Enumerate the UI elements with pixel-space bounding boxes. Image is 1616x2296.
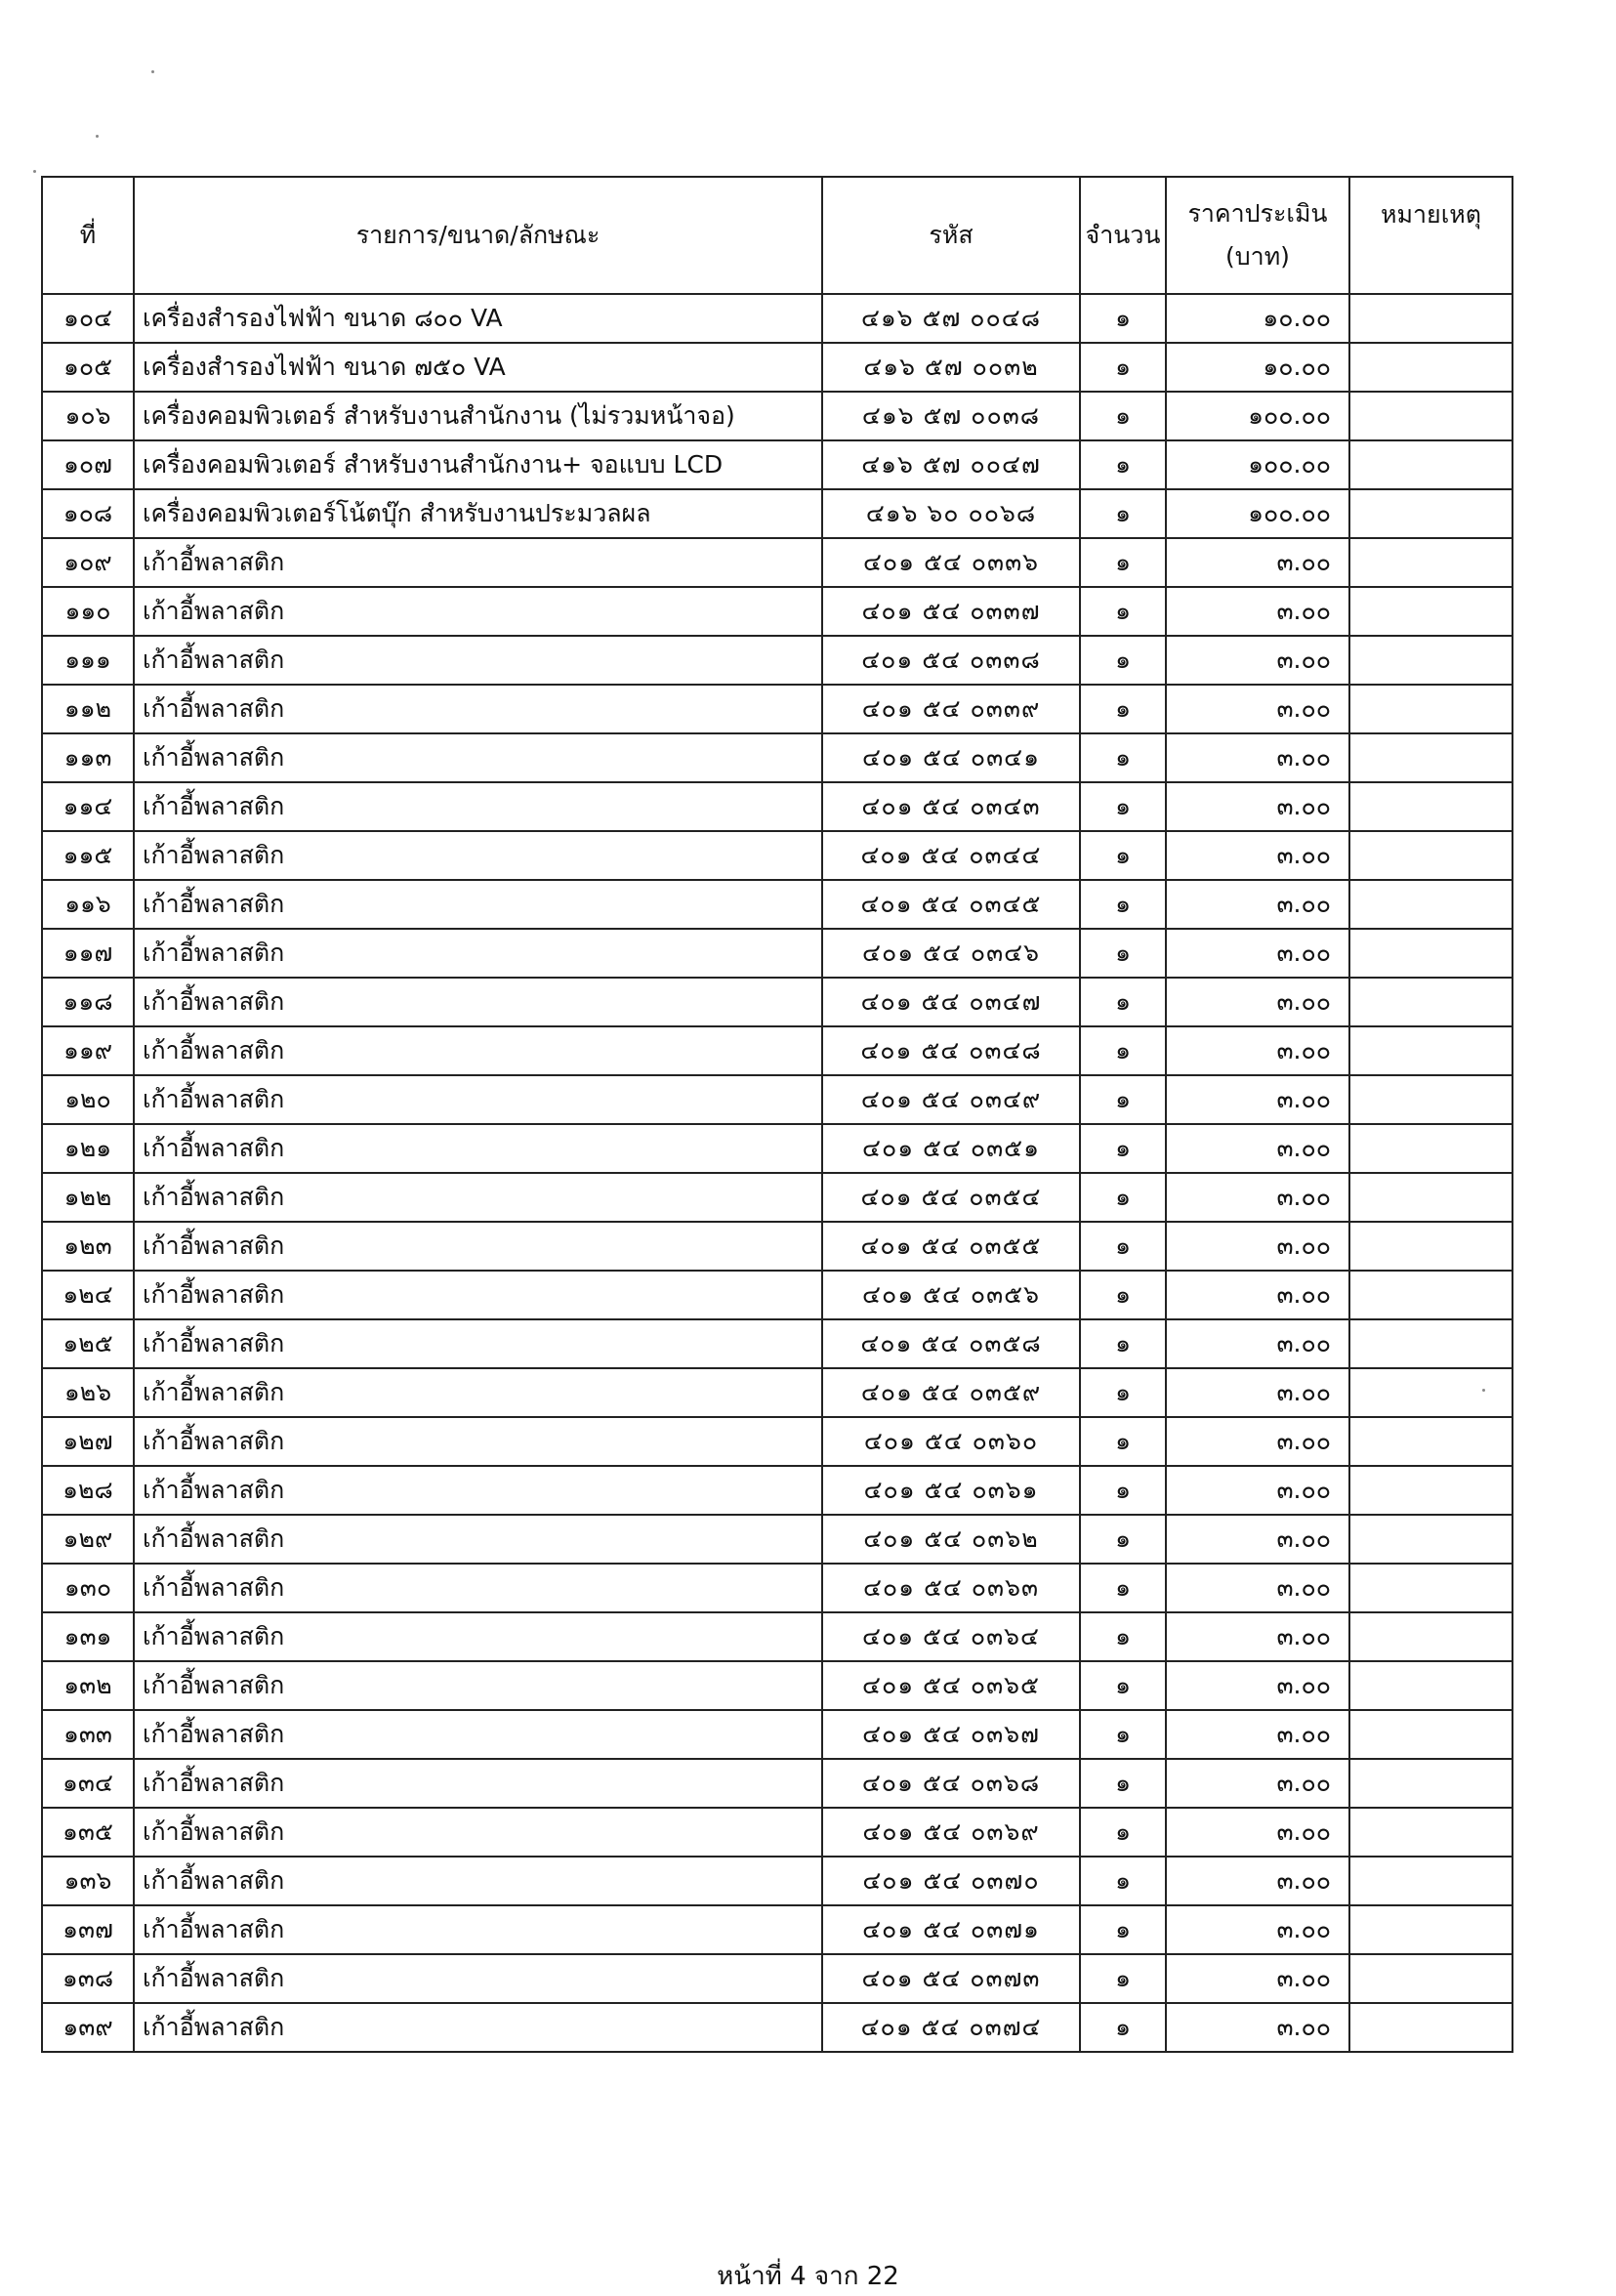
- cell-item: เก้าอี้พลาสติก: [134, 587, 822, 636]
- table-row: [42, 1319, 1512, 1368]
- header-price: [1166, 177, 1349, 294]
- cell-code: ๔๐๑ ๕๔ ๐๓๔๙: [822, 1075, 1080, 1124]
- cell-item: เก้าอี้พลาสติก: [134, 1173, 822, 1222]
- cell-price: ๓.๐๐: [1166, 1612, 1349, 1661]
- cell-qty: ๑: [1080, 1612, 1166, 1661]
- cell-price: ๓.๐๐: [1166, 1710, 1349, 1759]
- cell-qty: ๑: [1080, 1026, 1166, 1075]
- table-row: [42, 733, 1512, 782]
- cell-code: ๔๐๑ ๕๔ ๐๓๖๐: [822, 1417, 1080, 1466]
- cell-no: ๑๒๔: [42, 1271, 134, 1319]
- table-row: [42, 1808, 1512, 1857]
- table-row: [42, 1759, 1512, 1808]
- cell-remark: [1349, 978, 1512, 1026]
- cell-qty: ๑: [1080, 1417, 1166, 1466]
- cell-no: ๑๒๓: [42, 1222, 134, 1271]
- table-row: [42, 636, 1512, 685]
- cell-price: ๑๐.๐๐: [1166, 294, 1349, 343]
- cell-qty: ๑: [1080, 587, 1166, 636]
- cell-price: ๓.๐๐: [1166, 1466, 1349, 1515]
- cell-price: ๑๐.๐๐: [1166, 343, 1349, 392]
- cell-no: ๑๑๖: [42, 880, 134, 929]
- cell-remark: [1349, 392, 1512, 440]
- table-row: [42, 1075, 1512, 1124]
- cell-no: ๑๑๓: [42, 733, 134, 782]
- cell-remark: [1349, 636, 1512, 685]
- cell-no: ๑๑๒: [42, 685, 134, 733]
- cell-no: ๑๐๖: [42, 392, 134, 440]
- cell-remark: [1349, 1466, 1512, 1515]
- cell-price: ๑๐๐.๐๐: [1166, 440, 1349, 489]
- cell-price: ๓.๐๐: [1166, 1222, 1349, 1271]
- cell-no: ๑๐๕: [42, 343, 134, 392]
- cell-price: ๓.๐๐: [1166, 782, 1349, 831]
- table-row: [42, 1368, 1512, 1417]
- table-row: [42, 880, 1512, 929]
- cell-remark: [1349, 489, 1512, 538]
- cell-remark: [1349, 1759, 1512, 1808]
- cell-qty: ๑: [1080, 782, 1166, 831]
- cell-qty: ๑: [1080, 1271, 1166, 1319]
- cell-no: ๑๓๓: [42, 1710, 134, 1759]
- cell-no: ๑๑๔: [42, 782, 134, 831]
- table-row: [42, 1905, 1512, 1954]
- table-body: [42, 294, 1512, 2052]
- cell-no: ๑๒๖: [42, 1368, 134, 1417]
- cell-qty: ๑: [1080, 1222, 1166, 1271]
- cell-code: ๔๐๑ ๕๔ ๐๓๖๓: [822, 1564, 1080, 1612]
- header-no: ที่: [42, 177, 134, 294]
- cell-item: เก้าอี้พลาสติก: [134, 685, 822, 733]
- cell-code: ๔๐๑ ๕๔ ๐๓๔๘: [822, 1026, 1080, 1075]
- cell-no: ๑๑๘: [42, 978, 134, 1026]
- table-row: [42, 1710, 1512, 1759]
- cell-price: ๑๐๐.๐๐: [1166, 392, 1349, 440]
- cell-code: ๔๑๖ ๖๐ ๐๐๖๘: [822, 489, 1080, 538]
- cell-price: ๑๐๐.๐๐: [1166, 489, 1349, 538]
- cell-no: ๑๑๑: [42, 636, 134, 685]
- cell-qty: ๑: [1080, 1808, 1166, 1857]
- cell-item: เก้าอี้พลาสติก: [134, 929, 822, 978]
- cell-remark: [1349, 831, 1512, 880]
- cell-item: เก้าอี้พลาสติก: [134, 880, 822, 929]
- cell-remark: [1349, 1368, 1512, 1417]
- cell-code: ๔๐๑ ๕๔ ๐๓๕๖: [822, 1271, 1080, 1319]
- cell-code: ๔๐๑ ๕๔ ๐๓๔๓: [822, 782, 1080, 831]
- cell-item: เก้าอี้พลาสติก: [134, 733, 822, 782]
- cell-remark: [1349, 880, 1512, 929]
- cell-item: เก้าอี้พลาสติก: [134, 1710, 822, 1759]
- cell-price: ๓.๐๐: [1166, 1857, 1349, 1905]
- table-row: [42, 1124, 1512, 1173]
- cell-item: เครื่องสำรองไฟฟ้า ขนาด ๗๕๐ VA: [134, 343, 822, 392]
- cell-item: เก้าอี้พลาสติก: [134, 1954, 822, 2003]
- cell-remark: [1349, 1661, 1512, 1710]
- cell-price: ๓.๐๐: [1166, 733, 1349, 782]
- cell-code: ๔๐๑ ๕๔ ๐๓๔๕: [822, 880, 1080, 929]
- cell-qty: ๑: [1080, 1661, 1166, 1710]
- cell-item: เก้าอี้พลาสติก: [134, 538, 822, 587]
- cell-remark: [1349, 2003, 1512, 2052]
- cell-price: ๓.๐๐: [1166, 1759, 1349, 1808]
- cell-remark: [1349, 1173, 1512, 1222]
- cell-no: ๑๑๙: [42, 1026, 134, 1075]
- cell-item: เครื่องสำรองไฟฟ้า ขนาด ๘๐๐ VA: [134, 294, 822, 343]
- cell-remark: [1349, 1905, 1512, 1954]
- table-row: [42, 1417, 1512, 1466]
- cell-no: ๑๑๕: [42, 831, 134, 880]
- header-code: รหัส: [822, 177, 1080, 294]
- cell-price: ๓.๐๐: [1166, 1417, 1349, 1466]
- cell-remark: [1349, 1271, 1512, 1319]
- cell-no: ๑๓๘: [42, 1954, 134, 2003]
- cell-code: ๔๐๑ ๕๔ ๐๓๕๕: [822, 1222, 1080, 1271]
- cell-remark: [1349, 440, 1512, 489]
- cell-qty: ๑: [1080, 1564, 1166, 1612]
- table-row: [42, 440, 1512, 489]
- table-row: [42, 1466, 1512, 1515]
- cell-item: เก้าอี้พลาสติก: [134, 1857, 822, 1905]
- asset-table: [41, 176, 1513, 2053]
- cell-no: ๑๒๑: [42, 1124, 134, 1173]
- cell-price: ๓.๐๐: [1166, 1661, 1349, 1710]
- cell-remark: [1349, 929, 1512, 978]
- cell-remark: [1349, 733, 1512, 782]
- cell-qty: ๑: [1080, 294, 1166, 343]
- cell-code: ๔๐๑ ๕๔ ๐๓๔๖: [822, 929, 1080, 978]
- cell-price: ๓.๐๐: [1166, 1026, 1349, 1075]
- cell-no: ๑๓๗: [42, 1905, 134, 1954]
- cell-code: ๔๐๑ ๕๔ ๐๓๗๔: [822, 2003, 1080, 2052]
- cell-price: ๓.๐๐: [1166, 1564, 1349, 1612]
- scan-speck: [33, 170, 36, 173]
- table-row: [42, 1515, 1512, 1564]
- cell-item: เก้าอี้พลาสติก: [134, 1905, 822, 1954]
- cell-qty: ๑: [1080, 1954, 1166, 2003]
- cell-code: ๔๐๑ ๕๔ ๐๓๕๔: [822, 1173, 1080, 1222]
- cell-remark: [1349, 1124, 1512, 1173]
- header-price-line2: (บาท): [1225, 242, 1290, 271]
- cell-remark: [1349, 1515, 1512, 1564]
- cell-code: ๔๐๑ ๕๔ ๐๓๓๖: [822, 538, 1080, 587]
- cell-price: ๓.๐๐: [1166, 1075, 1349, 1124]
- cell-qty: ๑: [1080, 1857, 1166, 1905]
- cell-price: ๓.๐๐: [1166, 1954, 1349, 2003]
- cell-item: เก้าอี้พลาสติก: [134, 978, 822, 1026]
- cell-code: ๔๐๑ ๕๔ ๐๓๖๔: [822, 1612, 1080, 1661]
- cell-remark: [1349, 1026, 1512, 1075]
- cell-qty: ๑: [1080, 1905, 1166, 1954]
- cell-qty: ๑: [1080, 1124, 1166, 1173]
- table-row: [42, 1954, 1512, 2003]
- cell-item: เก้าอี้พลาสติก: [134, 1417, 822, 1466]
- cell-item: เก้าอี้พลาสติก: [134, 1612, 822, 1661]
- header-qty: จำนวน: [1080, 177, 1166, 294]
- table-row: [42, 294, 1512, 343]
- cell-code: ๔๐๑ ๕๔ ๐๓๗๑: [822, 1905, 1080, 1954]
- table-row: [42, 978, 1512, 1026]
- cell-qty: ๑: [1080, 343, 1166, 392]
- table-row: [42, 1612, 1512, 1661]
- cell-qty: ๑: [1080, 636, 1166, 685]
- cell-code: ๔๐๑ ๕๔ ๐๓๓๗: [822, 587, 1080, 636]
- cell-code: ๔๐๑ ๕๔ ๐๓๖๑: [822, 1466, 1080, 1515]
- cell-remark: [1349, 343, 1512, 392]
- cell-qty: ๑: [1080, 929, 1166, 978]
- cell-no: ๑๒๘: [42, 1466, 134, 1515]
- cell-no: ๑๓๒: [42, 1661, 134, 1710]
- cell-code: ๔๐๑ ๕๔ ๐๓๖๕: [822, 1661, 1080, 1710]
- cell-item: เครื่องคอมพิวเตอร์โน้ตบุ๊ก สำหรับงานประมวลผล: [134, 489, 822, 538]
- cell-code: ๔๐๑ ๕๔ ๐๓๖๒: [822, 1515, 1080, 1564]
- cell-qty: ๑: [1080, 1173, 1166, 1222]
- cell-code: ๔๑๖ ๕๗ ๐๐๓๘: [822, 392, 1080, 440]
- cell-price: ๓.๐๐: [1166, 1905, 1349, 1954]
- cell-item: เก้าอี้พลาสติก: [134, 1661, 822, 1710]
- cell-qty: ๑: [1080, 978, 1166, 1026]
- cell-code: ๔๑๖ ๕๗ ๐๐๔๗: [822, 440, 1080, 489]
- cell-qty: ๑: [1080, 1515, 1166, 1564]
- cell-price: ๓.๐๐: [1166, 1124, 1349, 1173]
- cell-remark: [1349, 1222, 1512, 1271]
- cell-price: ๓.๐๐: [1166, 1271, 1349, 1319]
- cell-price: ๓.๐๐: [1166, 2003, 1349, 2052]
- cell-code: ๔๐๑ ๕๔ ๐๓๔๗: [822, 978, 1080, 1026]
- cell-item: เก้าอี้พลาสติก: [134, 636, 822, 685]
- cell-item: เก้าอี้พลาสติก: [134, 1319, 822, 1368]
- cell-no: ๑๐๔: [42, 294, 134, 343]
- header-item: รายการ/ขนาด/ลักษณะ: [134, 177, 822, 294]
- cell-price: ๓.๐๐: [1166, 685, 1349, 733]
- cell-code: ๔๐๑ ๕๔ ๐๓๔๔: [822, 831, 1080, 880]
- table-row: [42, 538, 1512, 587]
- cell-remark: [1349, 1808, 1512, 1857]
- table-row: [42, 1173, 1512, 1222]
- cell-code: ๔๐๑ ๕๔ ๐๓๖๘: [822, 1759, 1080, 1808]
- cell-code: ๔๐๑ ๕๔ ๐๓๕๙: [822, 1368, 1080, 1417]
- table-row: [42, 831, 1512, 880]
- cell-remark: [1349, 294, 1512, 343]
- table-row: [42, 392, 1512, 440]
- cell-item: เครื่องคอมพิวเตอร์ สำหรับงานสำนักงาน+ จอแบบ LCD: [134, 440, 822, 489]
- cell-no: ๑๓๐: [42, 1564, 134, 1612]
- cell-item: เก้าอี้พลาสติก: [134, 1368, 822, 1417]
- cell-qty: ๑: [1080, 880, 1166, 929]
- header-price-line1: ราคาประเมิน: [1187, 199, 1328, 228]
- cell-code: ๔๐๑ ๕๔ ๐๓๓๘: [822, 636, 1080, 685]
- cell-item: เก้าอี้พลาสติก: [134, 2003, 822, 2052]
- cell-remark: [1349, 1612, 1512, 1661]
- cell-item: เก้าอี้พลาสติก: [134, 1564, 822, 1612]
- cell-price: ๓.๐๐: [1166, 1368, 1349, 1417]
- table-row: [42, 1026, 1512, 1075]
- cell-qty: ๑: [1080, 1759, 1166, 1808]
- cell-remark: [1349, 782, 1512, 831]
- cell-no: ๑๒๒: [42, 1173, 134, 1222]
- table-row: [42, 1271, 1512, 1319]
- cell-qty: ๑: [1080, 1368, 1166, 1417]
- cell-code: ๔๐๑ ๕๔ ๐๓๗๓: [822, 1954, 1080, 2003]
- cell-no: ๑๐๘: [42, 489, 134, 538]
- cell-price: ๓.๐๐: [1166, 1515, 1349, 1564]
- cell-qty: ๑: [1080, 1466, 1166, 1515]
- cell-price: ๓.๐๐: [1166, 587, 1349, 636]
- table-row: [42, 2003, 1512, 2052]
- cell-code: ๔๑๖ ๕๗ ๐๐๔๘: [822, 294, 1080, 343]
- cell-no: ๑๒๐: [42, 1075, 134, 1124]
- cell-code: ๔๐๑ ๕๔ ๐๓๕๘: [822, 1319, 1080, 1368]
- cell-qty: ๑: [1080, 538, 1166, 587]
- cell-remark: [1349, 1417, 1512, 1466]
- cell-qty: ๑: [1080, 1075, 1166, 1124]
- table-header-row: [42, 177, 1512, 294]
- cell-price: ๓.๐๐: [1166, 831, 1349, 880]
- table-row: [42, 1222, 1512, 1271]
- cell-no: ๑๐๗: [42, 440, 134, 489]
- cell-remark: [1349, 1564, 1512, 1612]
- cell-item: เก้าอี้พลาสติก: [134, 1759, 822, 1808]
- cell-no: ๑๒๙: [42, 1515, 134, 1564]
- header-remark: หมายเหตุ: [1349, 177, 1512, 294]
- cell-no: ๑๐๙: [42, 538, 134, 587]
- cell-price: ๓.๐๐: [1166, 538, 1349, 587]
- cell-price: ๓.๐๐: [1166, 1808, 1349, 1857]
- table-row: [42, 343, 1512, 392]
- cell-code: ๔๐๑ ๕๔ ๐๓๖๗: [822, 1710, 1080, 1759]
- scan-speck: [96, 135, 99, 138]
- cell-remark: [1349, 587, 1512, 636]
- cell-price: ๓.๐๐: [1166, 636, 1349, 685]
- cell-remark: [1349, 1954, 1512, 2003]
- cell-item: เก้าอี้พลาสติก: [134, 1515, 822, 1564]
- table-row: [42, 685, 1512, 733]
- cell-code: ๔๐๑ ๕๔ ๐๓๕๑: [822, 1124, 1080, 1173]
- cell-no: ๑๓๖: [42, 1857, 134, 1905]
- cell-item: เก้าอี้พลาสติก: [134, 782, 822, 831]
- cell-item: เก้าอี้พลาสติก: [134, 1808, 822, 1857]
- cell-qty: ๑: [1080, 2003, 1166, 2052]
- cell-price: ๓.๐๐: [1166, 1319, 1349, 1368]
- cell-remark: [1349, 1075, 1512, 1124]
- table-row: [42, 929, 1512, 978]
- cell-remark: [1349, 538, 1512, 587]
- cell-code: ๔๐๑ ๕๔ ๐๓๗๐: [822, 1857, 1080, 1905]
- cell-item: เก้าอี้พลาสติก: [134, 1271, 822, 1319]
- cell-remark: [1349, 685, 1512, 733]
- cell-no: ๑๒๗: [42, 1417, 134, 1466]
- cell-price: ๓.๐๐: [1166, 929, 1349, 978]
- table-row: [42, 1564, 1512, 1612]
- cell-item: เก้าอี้พลาสติก: [134, 831, 822, 880]
- cell-code: ๔๐๑ ๕๔ ๐๓๖๙: [822, 1808, 1080, 1857]
- cell-qty: ๑: [1080, 831, 1166, 880]
- cell-remark: [1349, 1857, 1512, 1905]
- table-row: [42, 782, 1512, 831]
- cell-no: ๑๓๕: [42, 1808, 134, 1857]
- scan-speck: [151, 70, 154, 73]
- cell-price: ๓.๐๐: [1166, 978, 1349, 1026]
- cell-no: ๑๓๔: [42, 1759, 134, 1808]
- cell-no: ๑๑๐: [42, 587, 134, 636]
- cell-remark: [1349, 1710, 1512, 1759]
- cell-item: เก้าอี้พลาสติก: [134, 1026, 822, 1075]
- cell-remark: [1349, 1319, 1512, 1368]
- cell-item: เก้าอี้พลาสติก: [134, 1222, 822, 1271]
- table-row: [42, 1661, 1512, 1710]
- cell-qty: ๑: [1080, 685, 1166, 733]
- table-row: [42, 489, 1512, 538]
- cell-qty: ๑: [1080, 440, 1166, 489]
- cell-code: ๔๐๑ ๕๔ ๐๓๔๑: [822, 733, 1080, 782]
- cell-qty: ๑: [1080, 392, 1166, 440]
- cell-item: เก้าอี้พลาสติก: [134, 1075, 822, 1124]
- cell-price: ๓.๐๐: [1166, 880, 1349, 929]
- cell-item: เครื่องคอมพิวเตอร์ สำหรับงานสำนักงาน (ไม่รวมหน้าจอ): [134, 392, 822, 440]
- cell-code: ๔๑๖ ๕๗ ๐๐๓๒: [822, 343, 1080, 392]
- cell-no: ๑๑๗: [42, 929, 134, 978]
- cell-item: เก้าอี้พลาสติก: [134, 1124, 822, 1173]
- cell-no: ๑๓๑: [42, 1612, 134, 1661]
- cell-no: ๑๓๙: [42, 2003, 134, 2052]
- table-row: [42, 587, 1512, 636]
- cell-code: ๔๐๑ ๕๔ ๐๓๓๙: [822, 685, 1080, 733]
- page-number: หน้าที่ 4 จาก 22: [717, 2262, 899, 2291]
- cell-price: ๓.๐๐: [1166, 1173, 1349, 1222]
- cell-qty: ๑: [1080, 489, 1166, 538]
- cell-qty: ๑: [1080, 733, 1166, 782]
- table-row: [42, 1857, 1512, 1905]
- cell-item: เก้าอี้พลาสติก: [134, 1466, 822, 1515]
- cell-qty: ๑: [1080, 1710, 1166, 1759]
- cell-qty: ๑: [1080, 1319, 1166, 1368]
- cell-no: ๑๒๕: [42, 1319, 134, 1368]
